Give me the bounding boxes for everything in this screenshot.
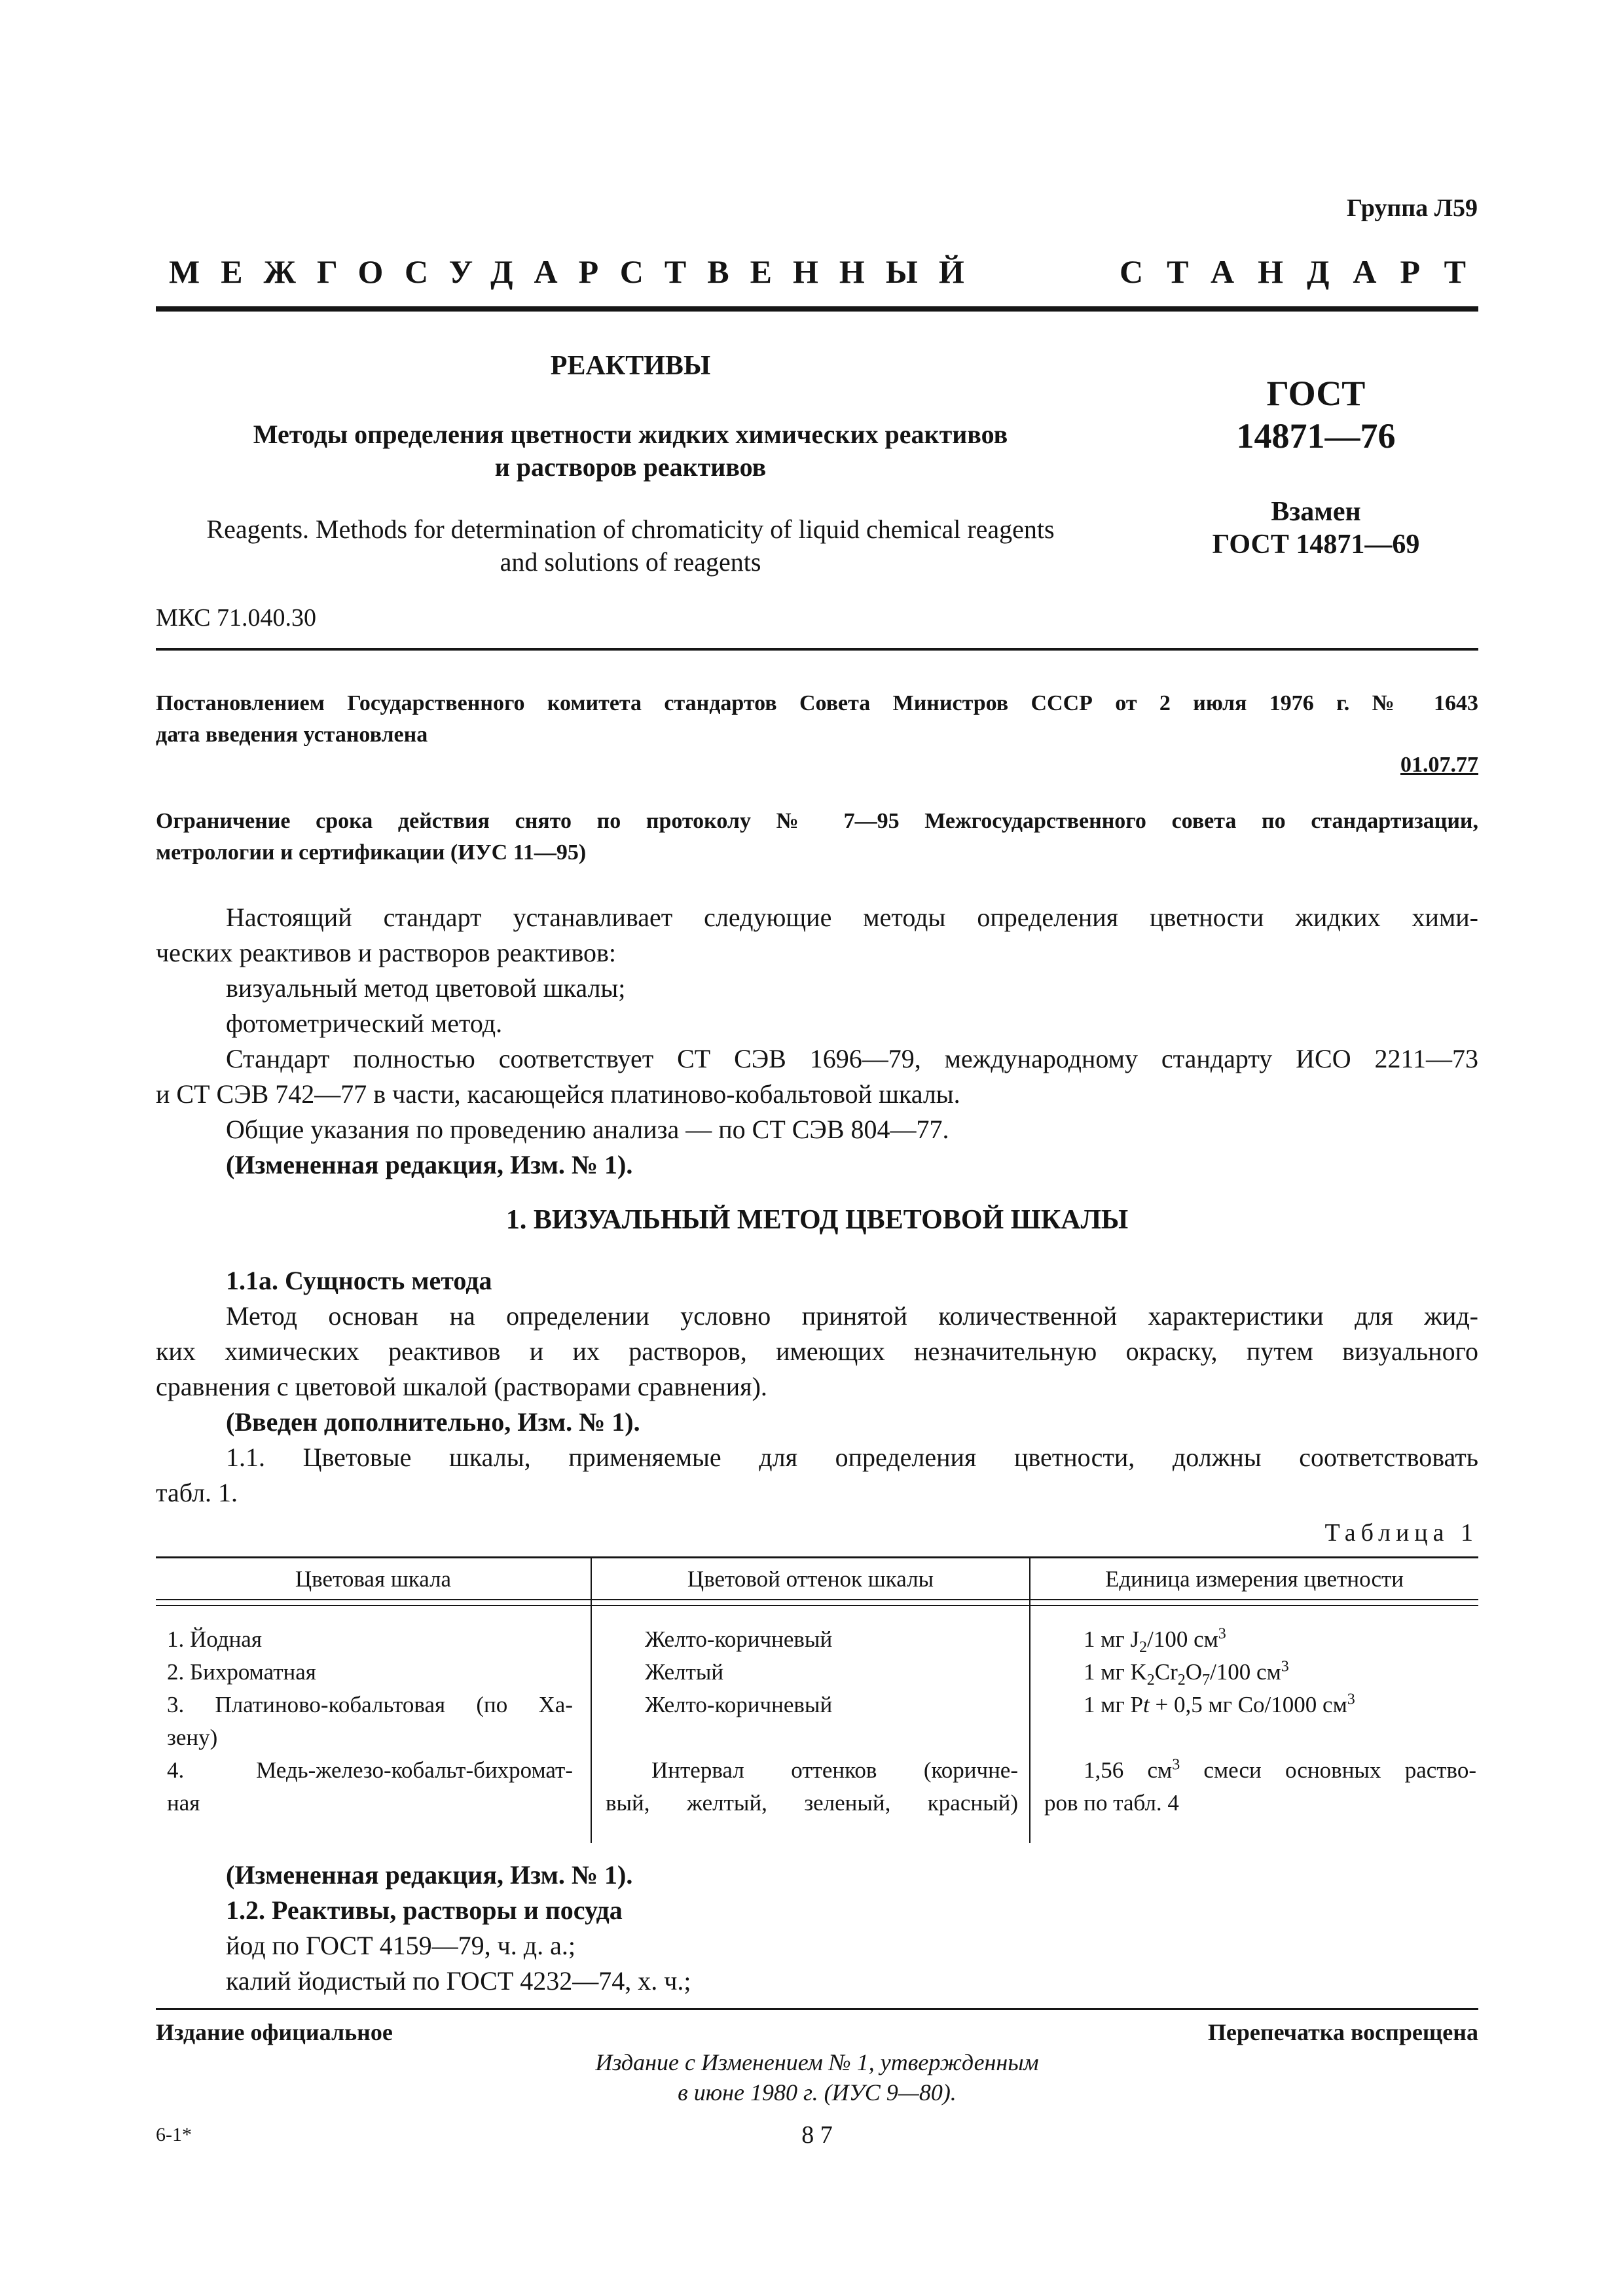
footer-reprint: Перепечатка воспрещена: [1207, 2019, 1478, 2045]
gost-label: ГОСТ: [1266, 374, 1366, 413]
table-row-3-unit: 1 мг Pt + 0,5 мг Co/1000 $см^3$: [1084, 1691, 1355, 1717]
doc-title: РЕАКТИВЫ: [550, 351, 711, 381]
table-row-4-scale-line-1: 4. Медь-железо-кобальт-бихромат-: [167, 1757, 573, 1783]
intro-line-5: Стандарт полностью соответствует СТ СЭВ 1696—79, международному стандарту ИСО 2211—73: [226, 1044, 1478, 1073]
banner-right: СТАНДАРТ: [1120, 253, 1489, 290]
footer-amendment-note-1: Издание с Изменением № 1, утвержденным: [595, 2049, 1039, 2075]
section-1-amendment: (Введен дополнительно, Изм. № 1).: [226, 1407, 640, 1437]
table-col-divider-1: [591, 1556, 592, 1843]
table-header-rule-1: [156, 1599, 1478, 1600]
table-row-3-hue: Желто-коричневый: [645, 1692, 833, 1717]
replaces-number: ГОСТ 14871—69: [1212, 529, 1420, 560]
table-row-4-hue-line-1: Интервал оттенков (коричне-: [651, 1757, 1018, 1783]
subsection-1-2: 1.2. Реактивы, растворы и посуда: [226, 1895, 623, 1925]
table-row-2-unit: 1 мг $K_2Cr_2O_7/100$ $см^3$: [1084, 1658, 1289, 1689]
section-1-heading: 1. ВИЗУАЛЬНЫЙ МЕТОД ЦВЕТОВОЙ ШКАЛЫ: [505, 1205, 1129, 1235]
section-1-p6: табл. 1.: [156, 1478, 238, 1507]
table-row-3-scale-line-2: зену): [167, 1725, 218, 1750]
mks-code: МКС 71.040.30: [156, 604, 317, 632]
table-header-rule-2: [156, 1605, 1478, 1606]
reagent-potassium-iodide: калий йодистый по ГОСТ 4232—74, х. ч.;: [226, 1966, 691, 1996]
table-header-scale: Цветовая шкала: [295, 1566, 452, 1592]
table-row-2-hue: Желтый: [645, 1659, 724, 1685]
table-header-hue: Цветовой оттенок шкалы: [687, 1566, 934, 1592]
intro-line-6: и СТ СЭВ 742—77 в части, касающейся платиново-кобальтовой шкалы.: [156, 1079, 960, 1109]
decree-line-1: Постановлением Государственного комитета стандартов Совета Министров СССР от 2 июля 1976 г. № 1643: [156, 691, 1478, 715]
decree-line-2: дата введения установлена: [156, 723, 428, 747]
subsection-1-1a: 1.1а. Сущность метода: [226, 1266, 492, 1295]
gost-number: 14871—76: [1236, 416, 1396, 456]
footer-amendment-note-2: в июне 1980 г. (ИУС 9—80).: [678, 2079, 957, 2106]
table-top-rule: [156, 1556, 1478, 1558]
table-amendment: (Измененная редакция, Изм. № 1).: [226, 1860, 633, 1890]
page-number: 8 7: [801, 2121, 833, 2149]
table-row-4-unit-line-1: 1,56 $см^3$ смеси основных раство-: [1084, 1756, 1476, 1783]
section-1-p1: Метод основан на определении условно принятой количественной характеристики для жид-: [226, 1301, 1478, 1331]
table-col-divider-2: [1029, 1556, 1030, 1843]
replaces-label: Взамен: [1271, 497, 1361, 527]
banner-left: МЕЖГОСУДАРСТВЕННЫЙ: [169, 253, 985, 290]
section-1-p2: ких химических реактивов и их растворов, имеющих незначительную окраску, путем визуального: [156, 1336, 1478, 1366]
table-row-3-scale-line-1: 3. Платиново-кобальтовая (по Ха-: [167, 1692, 573, 1717]
table-row-4-unit-line-2: ров по табл. 4: [1044, 1790, 1179, 1816]
group-label: Группа Л59: [1346, 194, 1478, 222]
footer-edition: Издание официальное: [156, 2019, 393, 2045]
title-rule: [156, 648, 1478, 651]
intro-line-7: Общие указания по проведению анализа — по СТ СЭВ 804—77.: [226, 1115, 949, 1144]
doc-subtitle-1: Методы определения цветности жидких химических реактивов: [253, 420, 1008, 449]
footer-rule: [156, 2008, 1478, 2010]
table-row-4-scale-line-2: ная: [167, 1790, 200, 1816]
header-rule: [156, 306, 1478, 312]
table-row-4-hue-line-2: вый, желтый, зеленый, красный): [606, 1790, 1018, 1816]
doc-english-1: Reagents. Methods for determination of chromaticity of liquid chemical reagents: [206, 514, 1055, 544]
doc-subtitle-2: и растворов реактивов: [494, 452, 767, 482]
footer-code: 6-1*: [156, 2124, 192, 2145]
intro-line-4: фотометрический метод.: [226, 1009, 503, 1038]
section-1-p3: сравнения с цветовой шкалой (растворами сравнения).: [156, 1372, 767, 1401]
table-row-1-hue: Желто-коричневый: [645, 1626, 833, 1652]
doc-english-2: and solutions of reagents: [500, 547, 761, 577]
table-header-unit: Единица измерения цветности: [1104, 1566, 1404, 1592]
limitation-line-1: Ограничение срока действия снято по протоколу № 7—95 Межгосударственного совета по стандартизации,: [156, 809, 1478, 833]
table-row-2-scale: 2. Бихроматная: [167, 1659, 316, 1685]
limitation-line-2: метрологии и сертификации (ИУС 11—95): [156, 840, 587, 865]
reagent-iodine: йод по ГОСТ 4159—79, ч. д. а.;: [226, 1931, 575, 1960]
table-row-1-unit: 1 мг $J_2/100$ $см^3$: [1084, 1625, 1226, 1656]
table-row-1-scale: 1. Йодная: [167, 1626, 262, 1652]
section-1-p5: 1.1. Цветовые шкалы, применяемые для определения цветности, должны соответствовать: [226, 1443, 1478, 1472]
intro-line-2: ческих реактивов и растворов реактивов:: [156, 938, 617, 967]
table-caption: Таблица 1: [1324, 1519, 1478, 1547]
intro-line-1: Настоящий стандарт устанавливает следующие методы определения цветности жидких хими-: [226, 903, 1478, 932]
decree-date: 01.07.77: [1400, 753, 1478, 777]
intro-amendment: (Измененная редакция, Изм. № 1).: [226, 1150, 633, 1179]
intro-line-3: визуальный метод цветовой шкалы;: [226, 973, 626, 1003]
